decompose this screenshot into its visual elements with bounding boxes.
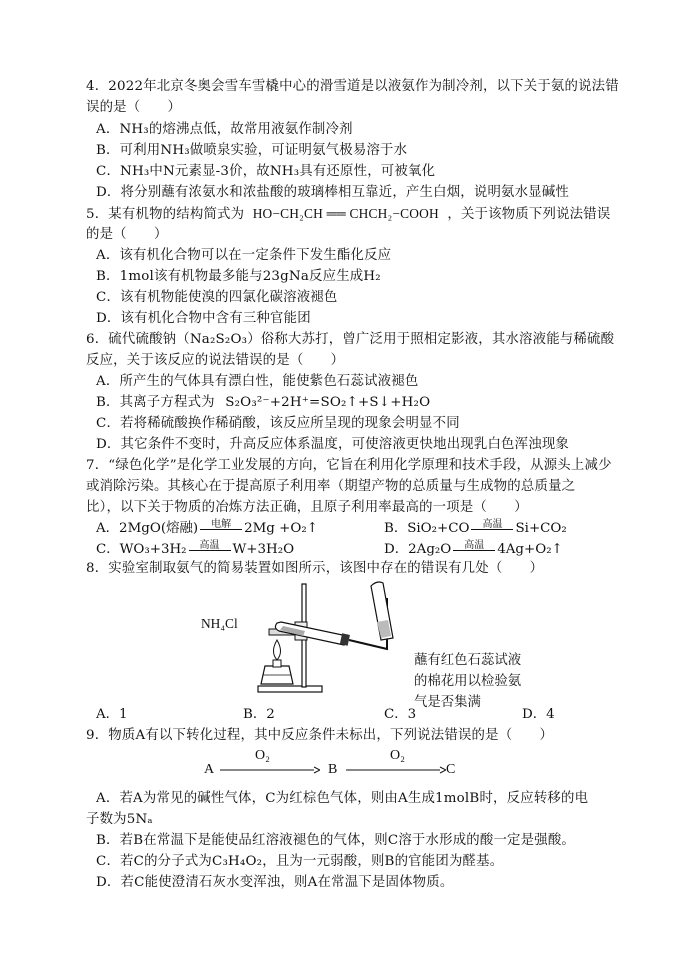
chain-node-a: A <box>204 762 215 777</box>
alcohol-lamp <box>261 640 293 684</box>
q7-option-c-condition <box>189 541 231 559</box>
q7-option-d-condition <box>453 541 495 559</box>
q7-stem-line2: 或消除污染。其核心在于提高原子利用率（期望产物的总质量与生成物的总质量之 <box>86 479 576 494</box>
q6-option-c: C．若将稀硫酸换作稀硝酸，该反应所呈现的现象会明显不同 <box>96 416 460 431</box>
q7-option-d-product: 4Ag+O₂↑ <box>497 542 563 557</box>
q4-option-d: D．将分别蘸有浓氨水和浓盐酸的玻璃棒相互靠近，产生白烟，说明氨水显碱性 <box>96 185 570 200</box>
q7-option-a-reactant: A．2MgO(熔融) <box>96 521 199 536</box>
chain-reagent-2: O₂ <box>390 748 405 763</box>
collection-tube <box>371 582 393 640</box>
q7-option-a-product: 2Mg +O₂↑ <box>244 521 318 536</box>
flame-icon <box>274 640 281 660</box>
q7-option-a-condition-label: 电解 <box>211 518 232 530</box>
q9-option-a-line2: 子数为5Nₐ <box>86 812 153 827</box>
q6-stem-line1: 6．硫代硫酸钠（Na₂S₂O₃）俗称大苏打，曾广泛用于照相定影液，其水溶液能与稀硫酸 <box>86 332 615 347</box>
ammonia-apparatus-diagram <box>255 578 435 702</box>
q6-option-a: A．所产生的气体具有漂白性，能使紫色石蕊试液褪色 <box>96 374 419 389</box>
q4-stem-line1: 4．2022年北京冬奥会雪车雪橇中心的滑雪道是以液氨作为制冷剂，以下关于氨的说法错 <box>86 79 619 94</box>
stand-base <box>258 686 322 692</box>
q5-option-d: D．该有机化合物中含有三种官能团 <box>96 311 311 326</box>
q8-option-d: D．4 <box>522 707 555 722</box>
q4-stem-line2: 误的是（ ） <box>86 100 182 115</box>
q7-option-d-condition-label: 高温 <box>464 539 485 551</box>
q6-option-d: D．其它条件不变时，升高反应体系温度，可使溶液更快地出现乳白色浑浊现象 <box>96 437 570 452</box>
q5-option-c: C．该有机物能使溴的四氯化碳溶液褪色 <box>96 290 338 305</box>
q8-stem: 8．实验室制取氨气的简易装置如图所示，该图中存在的错误有几处（ ） <box>86 561 544 576</box>
q9-stem: 9．物质A有以下转化过程，其中反应条件未标出，下列说法错误的是（ ） <box>86 728 554 743</box>
q7-stem-line3: 比），以下关于物质的冶炼方法正确，且原子利用率最高的一项是（ ） <box>86 500 528 515</box>
chain-node-c: C <box>446 762 456 777</box>
q4-option-b: B．可利用NH₃做喷泉实验，可证明氨气极易溶于水 <box>96 143 408 158</box>
q9-option-d: D．若C能使澄清石灰水变浑浊，则A在常温下是固体物质。 <box>96 875 454 890</box>
q5-stem-prefix: 5．某有机物的结构简式为 <box>86 207 245 222</box>
chain-node-b: B <box>328 762 338 777</box>
q7-option-b-product: Si+CO₂ <box>515 521 567 536</box>
chain-arrow-1-icon <box>220 765 320 775</box>
q7-option-c <box>96 539 294 560</box>
q6-ionic-equation: S₂O₃²⁻+2H⁺=SO₂↑+S↓+H₂O <box>225 395 431 410</box>
q7-option-d <box>384 539 563 560</box>
q8-caption-line1: 蘸有红色石蕊试液 <box>414 653 522 668</box>
q5-option-a: A．该有机化合物可以在一定条件下发生酯化反应 <box>96 248 392 263</box>
q9-option-b: B．若B在常温下是能使品红溶液褪色的气体，则C溶于水形成的酸一定是强酸。 <box>96 833 576 848</box>
q8-reagent-label: NH₄Cl <box>201 616 238 631</box>
q9-option-a-line1: A．若A为常见的碱性气体，C为红棕色气体，则由A生成1molB时，反应转移的电 <box>96 791 589 806</box>
q7-stem-line1: 7．“绿色化学”是化学工业发展的方向，它旨在利用化学原理和技术手段，从源头上减少 <box>86 458 612 473</box>
q7-option-c-product: W+3H₂O <box>232 542 295 557</box>
q6-option-b <box>96 392 430 413</box>
q5-stem-suffix: ，关于该物质下列说法错误 <box>447 207 611 222</box>
q8-caption-line3: 气是否集满 <box>414 695 481 710</box>
q5-stem-line2: 的是（ ） <box>86 227 168 242</box>
q8-option-a: A．1 <box>96 707 128 722</box>
q9-option-c: C．若C的分子式为C₃H₄O₂，且为一元弱酸，则B的官能团为醛基。 <box>96 854 504 869</box>
q6-stem-line2: 反应，关于该反应的说法错误的是（ ） <box>86 353 345 368</box>
q7-option-b-reactant: B．SiO₂+CO <box>384 521 470 536</box>
q9-transformation-chain <box>200 750 460 784</box>
q8-caption-line2: 的棉花用以检验氨 <box>414 674 522 689</box>
q7-option-c-reactant: C．WO₃+3H₂ <box>96 542 187 557</box>
q6-option-b-prefix: B．其离子方程式为 <box>96 395 215 410</box>
q5-option-b: B．1mol该有机物最多能与23gNa反应生成H₂ <box>96 269 381 284</box>
q8-option-c: C．3 <box>384 707 417 722</box>
q7-option-c-condition-label: 高温 <box>199 539 220 551</box>
q8-option-b: B．2 <box>243 707 275 722</box>
q5-stem-line1 <box>86 203 610 225</box>
chain-arrow-2-icon <box>346 765 446 775</box>
chain-reagent-1: O₂ <box>255 748 270 763</box>
q4-option-a: A．NH₃的熔沸点低，故常用液氨作制冷剂 <box>96 122 353 137</box>
q5-structural-formula: HO−CH₂CH ══ CHCH₂−COOH <box>252 206 439 221</box>
q7-option-d-reactant: D．2Ag₂O <box>384 542 452 557</box>
q7-option-b-condition-label: 高温 <box>482 518 503 530</box>
q4-option-c: C．NH₃中N元素显-3价，故NH₃具有还原性，可被氧化 <box>96 164 436 179</box>
